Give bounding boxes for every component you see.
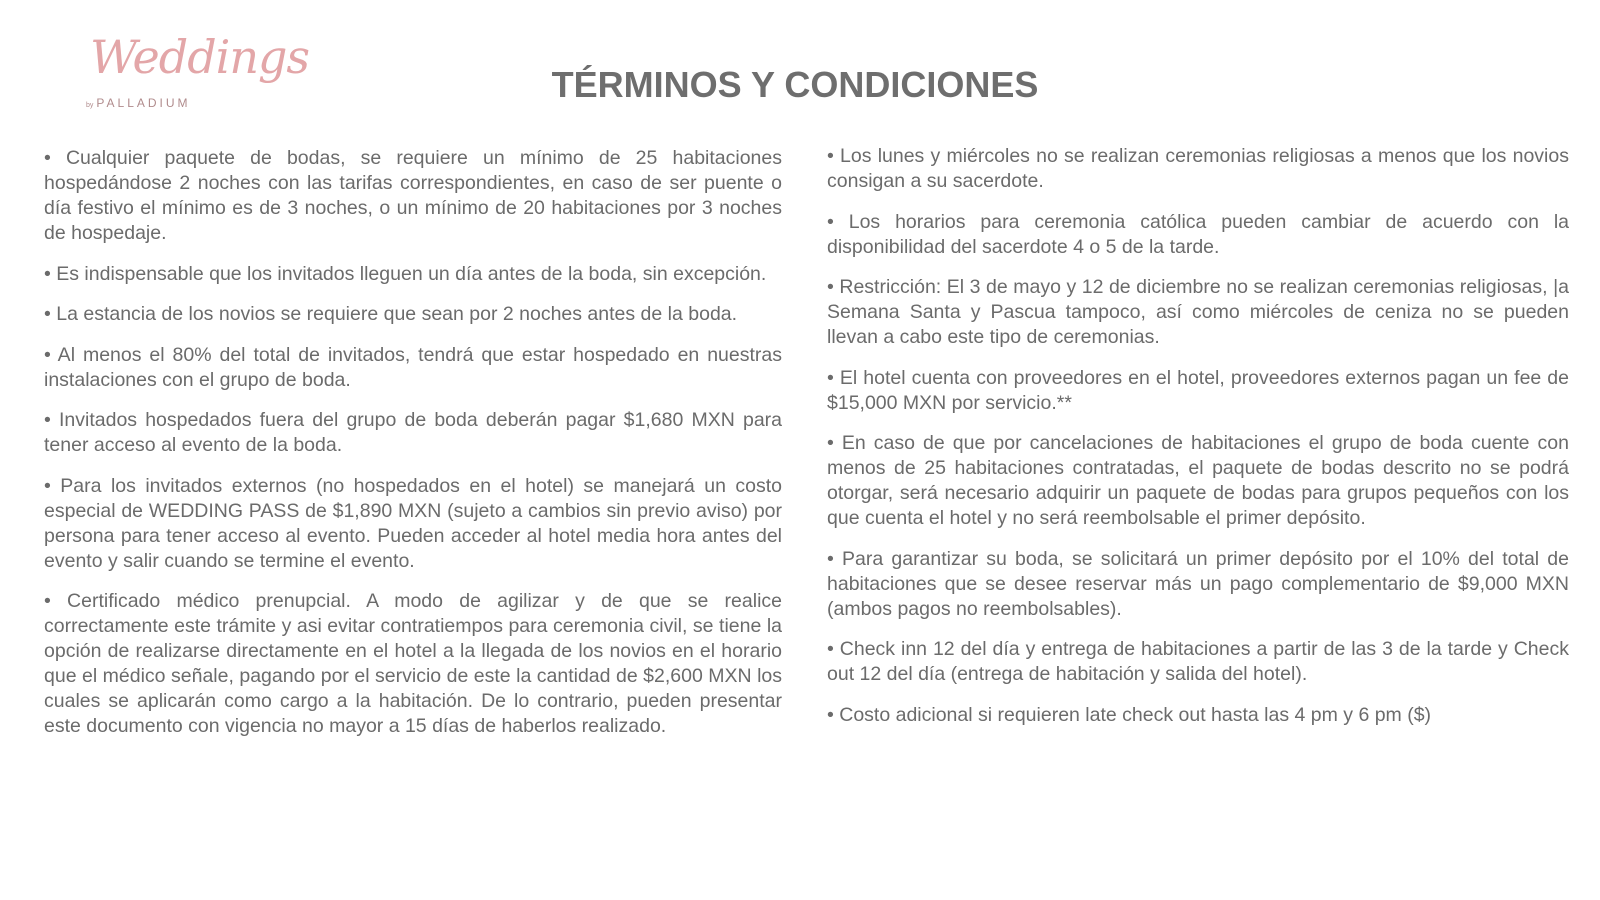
term-item: • El hotel cuenta con proveedores en el hotel, proveedores externos pagan un fee de $15,000 MXN por servicio.** xyxy=(827,366,1569,414)
logo-by: by xyxy=(86,102,94,109)
term-item: • Invitados hospedados fuera del grupo de boda deberán pagar $1,680 MXN para tener acceso al evento de la boda. xyxy=(44,409,782,456)
logo-brand-name: PALLADIUM xyxy=(96,96,191,110)
term-item: • Check inn 12 del día y entrega de habitaciones a partir de las 3 de la tarde y Check out 12 del día (entrega de habitación y salida del hotel). xyxy=(827,638,1569,685)
term-item: • En caso de que por cancelaciones de habitaciones el grupo de boda cuente con menos de 25 habitaciones contratadas, el paquete de bodas descrito no se podrá otorgar, será necesario adquirir un paquete de bodas para grupos pequeños con los que cuenta el hotel y no será reembolsable el primer depósito. xyxy=(827,432,1569,529)
logo-script-text: Weddings xyxy=(90,30,310,84)
term-item: • Los horarios para ceremonia católica pueden cambiar de acuerdo con la disponibilidad del sacerdote 4 o 5 de la tarde. xyxy=(827,210,1569,258)
page-title: TÉRMINOS Y CONDICIONES xyxy=(551,64,1039,105)
term-item: • Es indispensable que los invitados lleguen un día antes de la boda, sin excepción. xyxy=(44,262,767,285)
terms-left-column xyxy=(44,146,782,755)
term-item: • Al menos el 80% del total de invitados, tendrá que estar hospedado en nuestras instalaciones con el grupo de boda. xyxy=(44,343,782,391)
term-item: • Para los invitados externos (no hospedados en el hotel) se manejará un costo especial de WEDDING PASS de $1,890 MXN (sujeto a cambios sin previo aviso) por persona para tener acceso al evento. Pueden acceder al hotel media hora antes del evento y salir cuando se termine el evento. xyxy=(44,474,782,572)
term-item: • Cualquier paquete de bodas, se requiere un mínimo de 25 habitaciones hospedándose 2 noches con las tarifas correspondientes, en caso de ser puente o día festivo el mínimo es de 3 noches, o un mínimo de 20 habitaciones por 3 noches de hospedaje. xyxy=(44,147,782,244)
page-title-wrap xyxy=(0,64,1600,106)
term-item: • Para garantizar su boda, se solicitará un primer depósito por el 10% del total de habitaciones que se desee reservar más un pago complementario de $9,000 MXN (ambos pagos no reembolsables). xyxy=(827,547,1569,620)
terms-right-column xyxy=(827,144,1569,743)
term-item: • Costo adicional si requieren late check out hasta las 4 pm y 6 pm ($) xyxy=(827,703,1432,726)
term-item: • Certificado médico prenupcial. A modo de agilizar y de que se realice correctamente este trámite y asi evitar contratiempos para ceremonia civil, se tiene la opción de realizarse directamente en el hotel a la llegada de los novios en el horario que el médico señale, pagando por el servicio de este la cantidad de $2,600 MXN los cuales se aplicarán como cargo a la habitación. De lo contrario, pueden presentar este documento con vigencia no mayor a 15 días de haberlos realizado. xyxy=(44,590,782,737)
term-item: • Los lunes y miércoles no se realizan ceremonias religiosas a menos que los novios consigan a su sacerdote. xyxy=(827,145,1569,192)
term-item: • Restricción: El 3 de mayo y 12 de diciembre no se realizan ceremonias religiosas, |a Semana Santa y Pascua tampoco, así como miércoles de ceniza no se pueden llevan a cabo este tipo de ceremonias. xyxy=(827,276,1569,348)
term-item: • La estancia de los novios se requiere que sean por 2 noches antes de la boda. xyxy=(44,303,738,325)
